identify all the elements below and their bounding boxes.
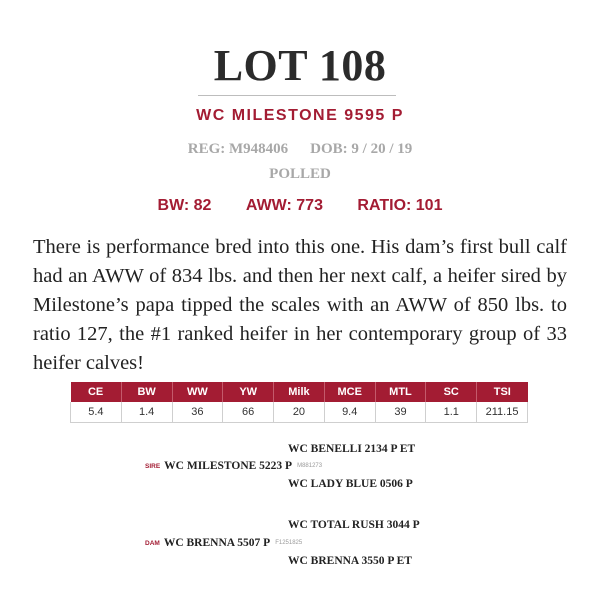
- epd-value-ww: 36: [172, 402, 223, 423]
- epd-header-tsi: TSI: [477, 382, 528, 402]
- epd-header-mtl: MTL: [375, 382, 426, 402]
- adjusted-weaning-weight: AWW: 773: [245, 197, 323, 214]
- sire-name: WC MILESTONE 5223 P: [164, 460, 293, 472]
- epd-value-bw: 1.4: [121, 402, 172, 423]
- epd-value-row: [71, 402, 528, 423]
- dam-name: WC BRENNA 5507 P: [163, 537, 271, 549]
- lot-description: There is performance bred into this one. His dam’s first bull calf had an AWW of 834 lbs. and then her next calf, a heifer sired by Milestone’s papa tipped the scales with an AWW of 850 lbs. to ratio 127, the #1 ranked heifer in her contemporary group of 33 heifer calves!: [33, 236, 567, 374]
- title-divider: [198, 95, 396, 96]
- performance-stats: [0, 197, 600, 215]
- epd-value-sc: 1.1: [426, 402, 477, 423]
- epd-header-ce: CE: [71, 382, 122, 402]
- polled-status: POLLED: [269, 166, 331, 182]
- ratio: RATIO: 101: [357, 197, 443, 214]
- pedigree-dam-sire: WC TOTAL RUSH 3044 P: [288, 519, 420, 531]
- epd-header-bw: BW: [121, 382, 172, 402]
- epd-value-yw: 66: [223, 402, 274, 423]
- pedigree-dam-dam: WC BRENNA 3550 P ET: [288, 555, 412, 567]
- animal-name: WC MILESTONE 9595 P: [196, 107, 404, 124]
- epd-value-mce: 9.4: [324, 402, 375, 423]
- epd-header-sc: SC: [426, 382, 477, 402]
- sire-registration: M881273: [297, 463, 323, 470]
- dam-registration: F1251825: [275, 540, 303, 547]
- epd-value-ce: 5.4: [71, 402, 122, 423]
- pedigree-dam: [145, 537, 302, 549]
- sire-tag: SIRE: [145, 462, 161, 470]
- pedigree-sire: [145, 460, 322, 472]
- epd-header-ww: WW: [172, 382, 223, 402]
- lot-title: LOT 108: [213, 41, 387, 90]
- epd-value-mtl: 39: [375, 402, 426, 423]
- pedigree-sire-dam: WC LADY BLUE 0506 P: [288, 478, 413, 490]
- epd-header-yw: YW: [223, 382, 274, 402]
- epd-table: [70, 382, 528, 423]
- registration-line: [0, 141, 600, 158]
- epd-value-milk: 20: [274, 402, 325, 423]
- registration-number: REG: M948406: [187, 141, 289, 157]
- dam-tag: DAM: [145, 539, 160, 547]
- pedigree-sire-sire: WC BENELLI 2134 P ET: [288, 443, 416, 455]
- birth-weight: BW: 82: [157, 197, 212, 214]
- epd-value-tsi: 211.15: [477, 402, 528, 423]
- epd-header-row: [71, 382, 528, 402]
- epd-header-mce: MCE: [324, 382, 375, 402]
- epd-header-milk: Milk: [274, 382, 325, 402]
- date-of-birth: DOB: 9 / 20 / 19: [310, 141, 413, 157]
